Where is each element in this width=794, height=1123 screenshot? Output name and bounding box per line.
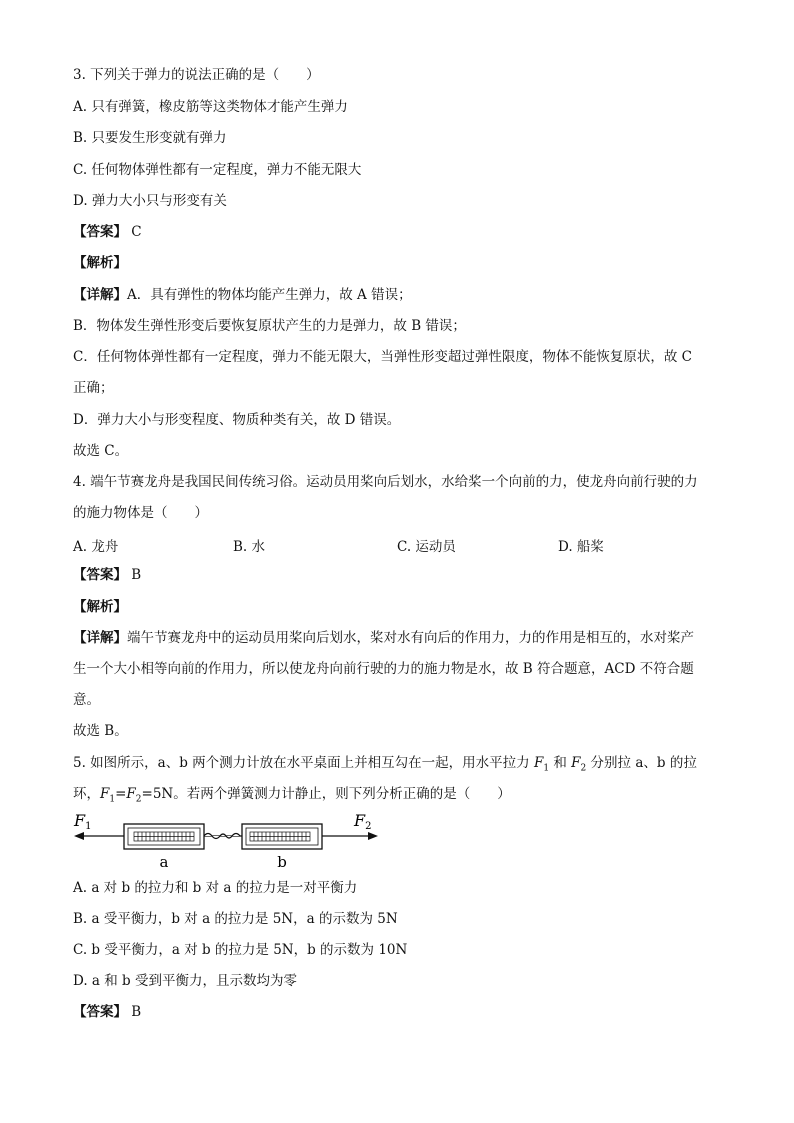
q4-option-c: C. 运动员 bbox=[397, 539, 456, 555]
q3-answer bbox=[73, 223, 142, 241]
q3-detail-line-4: 正确； bbox=[73, 380, 114, 396]
q5-stem-text: 5. 如图所示，a、b 两个测力计放在水平桌面上并相互勾在一起，用水平拉力 bbox=[73, 755, 534, 771]
spring-scale-b bbox=[242, 824, 322, 849]
detail-text: A．具有弹性的物体均能产生弹力，故 A 错误； bbox=[127, 287, 412, 303]
force-subscript: 2 bbox=[580, 763, 587, 774]
answer-value: B bbox=[131, 1004, 142, 1020]
q4-answer bbox=[73, 566, 141, 584]
force-symbol: F bbox=[571, 755, 581, 771]
arrow-right-icon bbox=[368, 832, 378, 840]
force-subscript: 1 bbox=[109, 794, 116, 805]
answer-tag: 【答案】 bbox=[73, 567, 127, 583]
hooks-icon bbox=[204, 834, 240, 839]
q4-conclusion: 故选 B。 bbox=[73, 723, 128, 739]
q3-detail-line-2: B．物体发生弹性形变后要恢复原状产生的力是弹力，故 B 错误； bbox=[73, 318, 466, 334]
q3-detail-line-1 bbox=[73, 286, 412, 304]
q3-option-a: A. 只有弹簧，橡皮筋等这类物体才能产生弹力 bbox=[73, 99, 348, 115]
q4-stem-line-1: 4. 端午节赛龙舟是我国民间传统习俗。运动员用桨向后划水，水给桨一个向前的力，使龙舟向前行驶的力 bbox=[73, 474, 698, 490]
arrow-left-icon bbox=[74, 832, 84, 840]
q4-analysis-tag: 【解析】 bbox=[73, 599, 127, 615]
f1-label: F1 bbox=[74, 811, 92, 832]
q3-option-b: B. 只要发生形变就有弹力 bbox=[73, 130, 227, 146]
q3-analysis-tag: 【解析】 bbox=[73, 255, 127, 271]
q4-stem-line-2: 的施力物体是（ ） bbox=[73, 505, 208, 521]
answer-value: C bbox=[131, 224, 142, 240]
q5-stem-line-1 bbox=[73, 754, 697, 778]
q5-option-b: B. a 受平衡力，b 对 a 的拉力是 5N，a 的示数为 5N bbox=[73, 911, 398, 927]
answer-tag: 【答案】 bbox=[73, 224, 127, 240]
q5-option-d: D. a 和 b 受到平衡力，且示数均为零 bbox=[73, 973, 297, 989]
q5-stem-line-2 bbox=[73, 785, 511, 809]
spring-scales-diagram bbox=[72, 810, 382, 872]
q4-detail-line-2: 生一个大小相等向前的作用力，所以使龙舟向前行驶的力的施力物是水，故 B 符合题意，ACD 不符合题 bbox=[73, 661, 694, 677]
q3-detail-line-5: D．弹力大小与形变程度、物质种类有关，故 D 错误。 bbox=[73, 412, 401, 428]
q3-option-c: C. 任何物体弹性都有一定程度，弹力不能无限大 bbox=[73, 162, 362, 178]
answer-tag: 【答案】 bbox=[73, 1004, 127, 1020]
q4-detail-line-1 bbox=[73, 629, 694, 647]
q4-option-a: A. 龙舟 bbox=[73, 539, 119, 555]
force-subscript: 2 bbox=[135, 794, 142, 805]
q5-stem-text: =5N。若两个弹簧测力计静止，则下列分析正确的是（ ） bbox=[141, 786, 511, 802]
force-symbol: F bbox=[533, 755, 544, 771]
q4-option-b: B. 水 bbox=[233, 539, 266, 555]
q3-stem: 3. 下列关于弹力的说法正确的是（ ） bbox=[73, 67, 320, 83]
q4-options bbox=[73, 535, 713, 553]
q3-option-d: D. 弹力大小只与形变有关 bbox=[73, 193, 227, 209]
q3-conclusion: 故选 C。 bbox=[73, 443, 129, 459]
force-symbol: F bbox=[100, 786, 110, 802]
q5-answer bbox=[73, 1003, 141, 1021]
q3-detail-line-3: C．任何物体弹性都有一定程度，弹力不能无限大，当弹性形变超过弹性限度，物体不能恢复原状，故 C bbox=[73, 349, 692, 365]
q5-option-a: A. a 对 b 的拉力和 b 对 a 的拉力是一对平衡力 bbox=[73, 880, 358, 896]
force-symbol: F bbox=[126, 786, 136, 802]
force-subscript: 1 bbox=[543, 763, 550, 774]
equals-sign: = bbox=[115, 786, 127, 802]
answer-value: B bbox=[131, 567, 142, 583]
q4-detail-line-3: 意。 bbox=[73, 692, 100, 708]
conjunction: 和 bbox=[549, 755, 572, 771]
spring-scale-a bbox=[124, 824, 204, 849]
detail-text: 端午节赛龙舟中的运动员用桨向后划水，桨对水有向后的作用力，力的作用是相互的，水对桨产 bbox=[127, 630, 694, 646]
q4-option-d: D. 船桨 bbox=[558, 539, 604, 555]
q5-stem-text: 环， bbox=[73, 786, 100, 802]
label-a: a bbox=[159, 853, 169, 871]
detail-tag: 【详解】 bbox=[73, 630, 127, 646]
q5-stem-text: 分别拉 a、b 的拉 bbox=[586, 755, 697, 771]
f2-label: F2 bbox=[354, 811, 372, 832]
label-b: b bbox=[277, 853, 287, 871]
detail-tag: 【详解】 bbox=[73, 287, 127, 303]
q5-option-c: C. b 受平衡力，a 对 b 的拉力是 5N，b 的示数为 10N bbox=[73, 942, 408, 958]
